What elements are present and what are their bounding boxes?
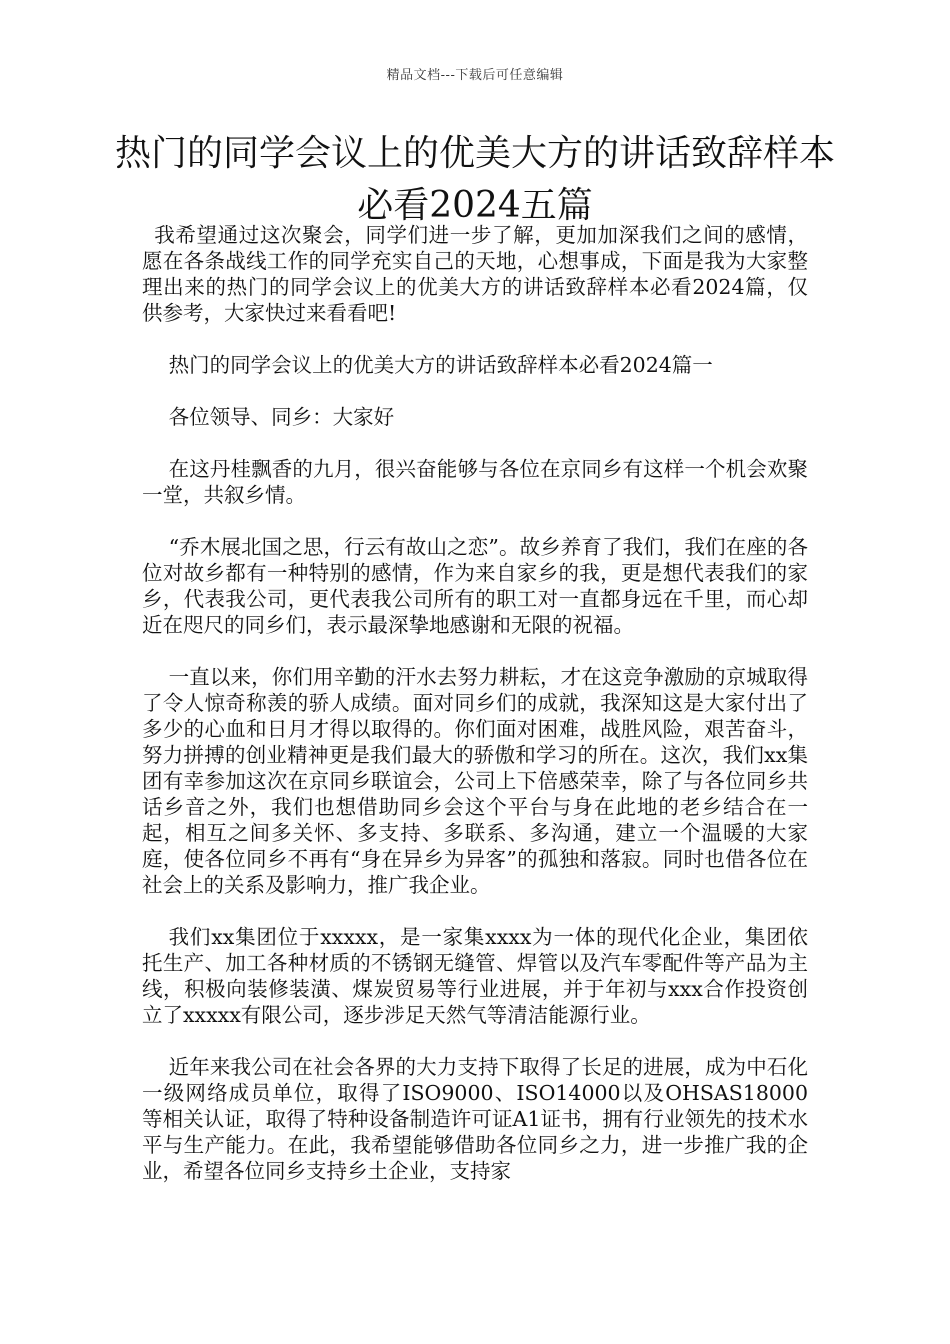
body-paragraph: 一直以来，你们用辛勤的汗水去努力耕耘，才在这竞争激励的京城取得了令人惊奇称羡的骄人成绩。面对同乡们的成就，我深知这是大家付出了多少的心血和日月才得以取得的。你们面对困难，战胜风险，艰苦奋斗，努力拼搏的创业精神更是我们最大的骄傲和学习的所在。这次，我们xx集团有幸参加这次在京同乡联谊会，公司上下倍感荣幸，除了与各位同乡共话乡音之外，我们也想借助同乡会这个平台与身在此地的老乡结合在一起，相互之间多关怀、多支持、多联系、多沟通，建立一个温暖的大家庭，使各位同乡不再有“身在异乡为异客”的孤独和落寂。同时也借各位在社会上的关系及影响力，推广我企业。 — [142, 665, 808, 897]
document-body — [142, 222, 808, 1184]
page-header-note: 精品文档---下载后可任意编辑 — [386, 68, 564, 83]
body-paragraph: 近年来我公司在社会各界的大力支持下取得了长足的进展，成为中石化一级网络成员单位，取得了ISO9000、ISO14000以及OHSAS18000等相关认证，取得了特种设备制造许可证A1证书，拥有行业领先的技术水平与生产能力。在此，我希望能够借助各位同乡之力，进一步推广我的企业，希望各位同乡支持乡土企业，支持家 — [142, 1055, 808, 1183]
body-paragraph: 在这丹桂飘香的九月，很兴奋能够与各位在京同乡有这样一个机会欢聚一堂，共叙乡情。 — [142, 457, 808, 507]
body-paragraph: 我们xx集团位于xxxxx，是一家集xxxx为一体的现代化企业，集团依托生产、加工各种材质的不锈钢无缝管、焊管以及汽车零配件等产品为主线，积极向装修装潢、煤炭贸易等行业进展，并于年初与xxx合作投资创立了xxxxx有限公司，逐步涉足天然气等清洁能源行业。 — [142, 925, 808, 1027]
body-paragraph: “乔木展北国之思，行云有故山之恋”。故乡养育了我们，我们在座的各位对故乡都有一种特别的感情，作为来自家乡的我，更是想代表我们的家乡，代表我公司，更代表我公司所有的职工对一直都身远在千里，而心却近在咫尺的同乡们，表示最深挚地感谢和无限的祝福。 — [142, 535, 808, 637]
section-heading: 热门的同学会议上的优美大方的讲话致辞样本必看2024篇一 — [168, 353, 713, 377]
intro-paragraph: 我希望通过这次聚会，同学们进一步了解，更加加深我们之间的感情，愿在各条战线工作的同学充实自己的天地，心想事成，下面是我为大家整理出来的热门的同学会议上的优美大方的讲话致辞样本必看2024篇，仅供参考，大家快过来看看吧! — [142, 223, 808, 325]
document-title: 热门的同学会议上的优美大方的讲话致辞样本必看2024五篇 — [114, 133, 835, 226]
salutation: 各位领导、同乡：大家好 — [168, 405, 395, 429]
